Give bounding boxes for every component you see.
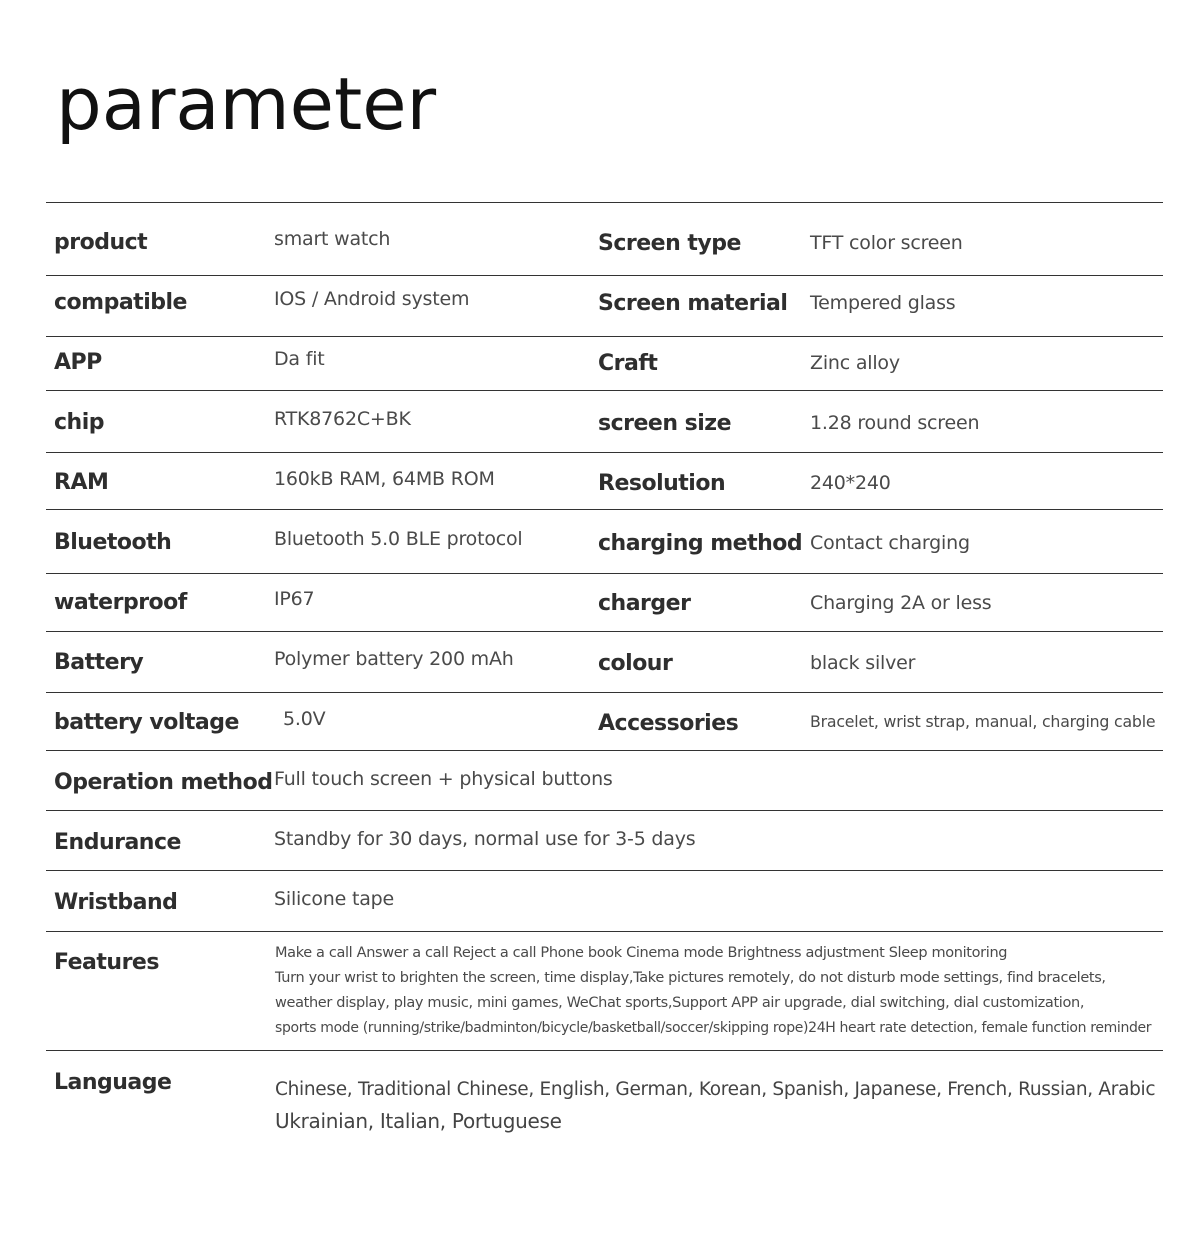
spec-label-charger: charger xyxy=(598,591,691,616)
spec-label-resolution: Resolution xyxy=(598,471,726,496)
spec-label-bluetooth: Bluetooth xyxy=(54,530,172,555)
table-rule xyxy=(46,275,1163,276)
spec-label-operation-method: Operation method xyxy=(54,770,273,795)
spec-value-app: Da fit xyxy=(274,348,325,370)
spec-value-screen-type: TFT color screen xyxy=(810,232,963,254)
spec-label-ram: RAM xyxy=(54,470,109,495)
spec-value-battery-voltage: 5.0V xyxy=(283,708,326,730)
spec-label-product: product xyxy=(54,230,148,255)
spec-label-language: Language xyxy=(54,1070,172,1095)
spec-value-battery: Polymer battery 200 mAh xyxy=(274,648,514,670)
spec-label-craft: Craft xyxy=(598,351,658,376)
features-line: weather display, play music, mini games, WeChat sports,Support APP air upgrade, dial switching, dial customization, xyxy=(275,995,1085,1011)
spec-value-craft: Zinc alloy xyxy=(810,352,900,374)
spec-value-accessories: Bracelet, wrist strap, manual, charging cable xyxy=(810,712,1156,731)
spec-value-colour: black silver xyxy=(810,652,916,674)
spec-label-compatible: compatible xyxy=(54,290,187,315)
spec-label-wristband: Wristband xyxy=(54,890,178,915)
spec-value-ram: 160kB RAM, 64MB ROM xyxy=(274,468,495,490)
spec-label-chip: chip xyxy=(54,410,104,435)
spec-value-waterproof: IP67 xyxy=(274,588,315,610)
spec-value-operation-method: Full touch screen + physical buttons xyxy=(274,768,613,790)
table-rule xyxy=(46,509,1163,510)
language-line: Chinese, Traditional Chinese, English, German, Korean, Spanish, Japanese, French, Russian, Arabic xyxy=(275,1079,1156,1100)
spec-value-product: smart watch xyxy=(274,228,391,250)
spec-value-endurance: Standby for 30 days, normal use for 3-5 days xyxy=(274,828,696,850)
spec-value-charger: Charging 2A or less xyxy=(810,592,992,614)
features-line: Make a call Answer a call Reject a call Phone book Cinema mode Brightness adjustment Sleep monitoring xyxy=(275,945,1008,961)
features-line: sports mode (running/strike/badminton/bicycle/basketball/soccer/skipping rope)24H heart rate detection, female function reminder xyxy=(275,1020,1152,1036)
spec-value-charging-method: Contact charging xyxy=(810,532,970,554)
spec-label-battery: Battery xyxy=(54,650,144,675)
table-rule xyxy=(46,870,1163,871)
page-title: parameter xyxy=(56,62,437,146)
spec-value-screen-material: Tempered glass xyxy=(810,292,956,314)
table-rule xyxy=(46,810,1163,811)
spec-value-screen-size: 1.28 round screen xyxy=(810,412,980,434)
spec-label-screen-type: Screen type xyxy=(598,231,741,256)
language-line: Ukrainian, Italian, Portuguese xyxy=(275,1109,562,1133)
table-rule xyxy=(46,931,1163,932)
spec-value-wristband: Silicone tape xyxy=(274,888,394,910)
spec-label-screen-size: screen size xyxy=(598,411,732,436)
features-line: Turn your wrist to brighten the screen, time display,Take pictures remotely, do not disturb mode settings, find bracelets, xyxy=(275,970,1106,986)
table-rule xyxy=(46,631,1163,632)
spec-label-features: Features xyxy=(54,950,159,975)
table-rule xyxy=(46,750,1163,751)
table-rule xyxy=(46,452,1163,453)
spec-label-colour: colour xyxy=(598,651,673,676)
table-rule xyxy=(46,573,1163,574)
spec-label-endurance: Endurance xyxy=(54,830,181,855)
table-rule xyxy=(46,202,1163,203)
spec-value-resolution: 240*240 xyxy=(810,472,891,494)
spec-value-chip: RTK8762C+BK xyxy=(274,408,411,430)
spec-label-accessories: Accessories xyxy=(598,711,739,736)
spec-label-app: APP xyxy=(54,350,102,375)
table-rule xyxy=(46,336,1163,337)
spec-label-charging-method: charging method xyxy=(598,531,803,556)
table-rule xyxy=(46,1050,1163,1051)
table-rule xyxy=(46,692,1163,693)
spec-label-waterproof: waterproof xyxy=(54,590,187,615)
spec-value-bluetooth: Bluetooth 5.0 BLE protocol xyxy=(274,528,523,550)
spec-label-screen-material: Screen material xyxy=(598,291,788,316)
table-rule xyxy=(46,390,1163,391)
spec-label-battery-voltage: battery voltage xyxy=(54,710,239,735)
spec-value-compatible: IOS / Android system xyxy=(274,288,470,310)
